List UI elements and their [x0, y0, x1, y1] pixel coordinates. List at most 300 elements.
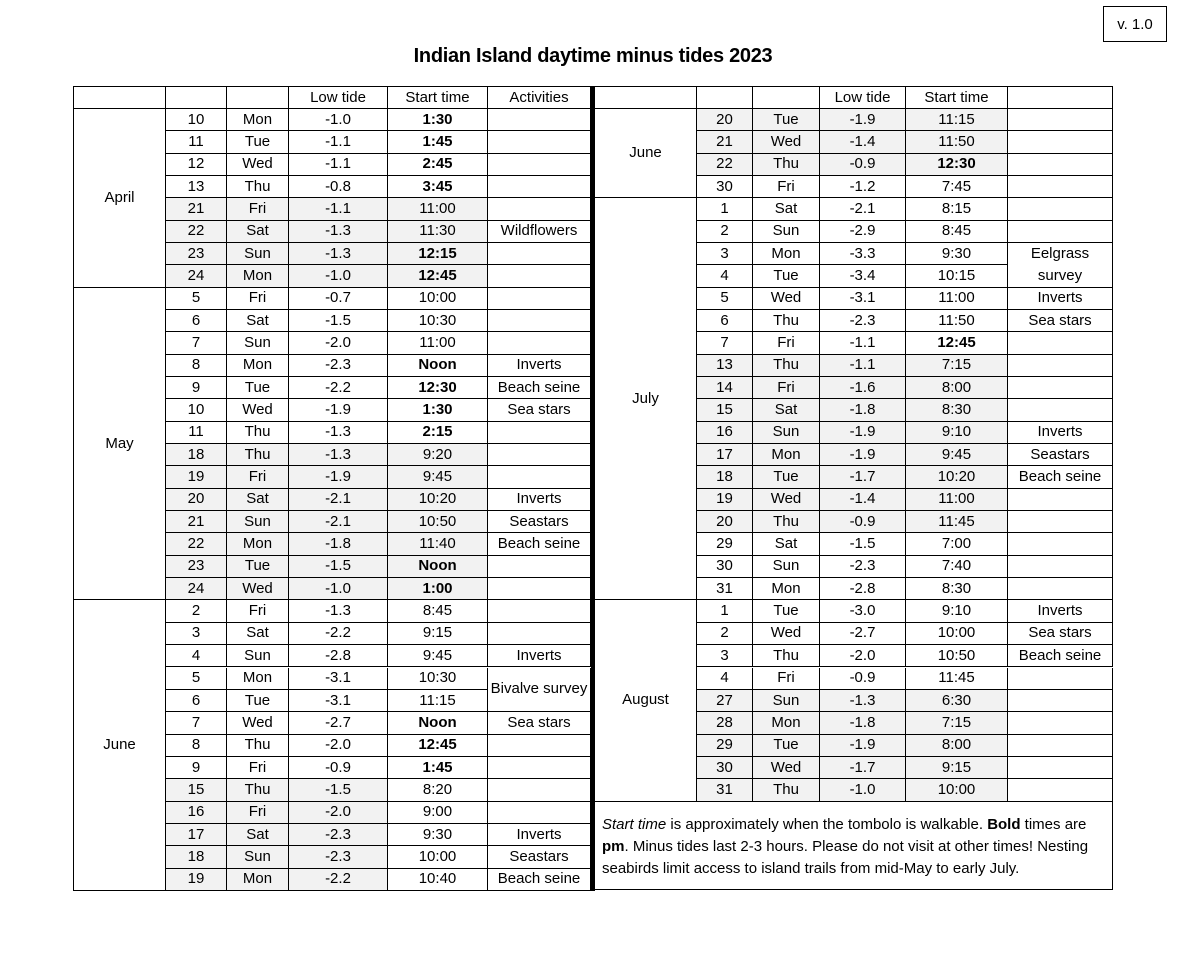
day-cell: Tue [227, 556, 289, 578]
date-cell: 20 [166, 489, 227, 511]
low-tide-cell: -1.9 [820, 444, 906, 466]
month-label: May [73, 288, 166, 601]
activity-cell: Beach seine [488, 869, 591, 891]
date-cell: 17 [166, 824, 227, 846]
low-tide-cell: -3.1 [820, 288, 906, 310]
version-label: v. 1.0 [1103, 6, 1167, 42]
date-cell: 5 [697, 288, 753, 310]
date-cell: 27 [697, 690, 753, 712]
column-header [753, 86, 820, 109]
low-tide-cell: -2.8 [289, 645, 388, 667]
activity-cell [488, 735, 591, 757]
low-tide-cell: -1.8 [289, 533, 388, 555]
day-cell: Mon [753, 444, 820, 466]
activity-cell [1008, 779, 1113, 801]
footnote-text: . Minus tides last 2-3 hours. Please do not visit at other times! Nesting seabirds limit access to island trails from mid-May to early July. [602, 838, 1089, 877]
low-tide-cell: -3.0 [820, 600, 906, 622]
start-time-cell: Noon [388, 556, 488, 578]
footnote-italic: Start time [602, 816, 667, 833]
date-cell: 1 [697, 198, 753, 220]
day-cell: Sun [753, 690, 820, 712]
date-cell: 2 [166, 600, 227, 622]
start-time-cell: 10:20 [388, 489, 488, 511]
day-cell: Sun [227, 332, 289, 354]
date-cell: 8 [166, 735, 227, 757]
low-tide-cell: -2.1 [289, 489, 388, 511]
activity-cell [1008, 578, 1113, 600]
date-cell: 30 [697, 556, 753, 578]
start-time-cell: 8:30 [906, 578, 1008, 600]
activity-cell: Beach seine [488, 377, 591, 399]
day-cell: Mon [227, 869, 289, 891]
day-cell: Wed [753, 623, 820, 645]
date-cell: 3 [166, 623, 227, 645]
activity-cell [1008, 556, 1113, 578]
activity-cell: Sea stars [1008, 310, 1113, 332]
activity-cell: Sea stars [488, 399, 591, 421]
activity-cell [488, 131, 591, 153]
activity-cell: Sea stars [488, 712, 591, 734]
day-cell: Tue [753, 735, 820, 757]
low-tide-cell: -2.2 [289, 623, 388, 645]
low-tide-cell: -1.9 [820, 422, 906, 444]
date-cell: 3 [697, 645, 753, 667]
day-cell: Fri [227, 466, 289, 488]
day-cell: Tue [227, 377, 289, 399]
low-tide-cell: -1.7 [820, 757, 906, 779]
date-cell: 5 [166, 668, 227, 690]
start-time-cell: 11:15 [388, 690, 488, 712]
low-tide-cell: -2.1 [289, 511, 388, 533]
date-cell: 31 [697, 779, 753, 801]
low-tide-cell: -2.2 [289, 377, 388, 399]
activity-cell: Inverts [488, 824, 591, 846]
date-cell: 31 [697, 578, 753, 600]
start-time-cell: 10:00 [906, 623, 1008, 645]
footnote-bold: Bold [987, 816, 1021, 833]
date-cell: 14 [697, 377, 753, 399]
day-cell: Mon [753, 243, 820, 265]
low-tide-cell: -1.9 [289, 399, 388, 421]
low-tide-cell: -2.7 [820, 623, 906, 645]
start-time-cell: 8:45 [388, 600, 488, 622]
day-cell: Wed [753, 757, 820, 779]
date-cell: 7 [166, 712, 227, 734]
day-cell: Sun [227, 645, 289, 667]
date-cell: 4 [697, 668, 753, 690]
activity-cell [1008, 176, 1113, 198]
date-cell: 16 [697, 422, 753, 444]
start-time-cell: 9:45 [388, 645, 488, 667]
date-cell: 4 [697, 265, 753, 287]
date-cell: 22 [166, 533, 227, 555]
start-time-cell: 10:50 [906, 645, 1008, 667]
low-tide-cell: -1.6 [820, 377, 906, 399]
day-cell: Thu [753, 645, 820, 667]
date-cell: 24 [166, 265, 227, 287]
start-time-cell: 1:30 [388, 399, 488, 421]
start-time-cell: 7:45 [906, 176, 1008, 198]
month-label: August [595, 600, 697, 801]
day-cell: Tue [753, 466, 820, 488]
date-cell: 5 [166, 288, 227, 310]
day-cell: Thu [753, 511, 820, 533]
start-time-cell: 11:30 [388, 221, 488, 243]
activity-cell: Inverts [488, 645, 591, 667]
month-label: July [595, 198, 697, 600]
low-tide-cell: -1.3 [289, 243, 388, 265]
day-cell: Fri [227, 198, 289, 220]
date-cell: 3 [697, 243, 753, 265]
date-cell: 19 [166, 466, 227, 488]
date-cell: 7 [166, 332, 227, 354]
start-time-cell: 10:40 [388, 869, 488, 891]
date-cell: 1 [697, 600, 753, 622]
date-cell: 16 [166, 802, 227, 824]
start-time-cell: 7:00 [906, 533, 1008, 555]
date-cell: 21 [166, 198, 227, 220]
footnote-text: is approximately when the tombolo is walkable. [666, 816, 988, 833]
low-tide-cell: -1.7 [820, 466, 906, 488]
start-time-cell: 8:20 [388, 779, 488, 801]
day-cell: Fri [227, 802, 289, 824]
start-time-cell: 8:30 [906, 399, 1008, 421]
activity-cell [488, 466, 591, 488]
low-tide-cell: -2.3 [289, 824, 388, 846]
activity-cell [488, 154, 591, 176]
date-cell: 4 [166, 645, 227, 667]
day-cell: Thu [753, 154, 820, 176]
low-tide-cell: -2.8 [820, 578, 906, 600]
start-time-cell: 10:30 [388, 668, 488, 690]
activity-cell [488, 556, 591, 578]
day-cell: Tue [753, 600, 820, 622]
table-divider [591, 86, 595, 891]
date-cell: 15 [166, 779, 227, 801]
activity-cell: Inverts [488, 355, 591, 377]
low-tide-cell: -1.0 [289, 265, 388, 287]
activity-cell [488, 578, 591, 600]
low-tide-cell: -1.3 [820, 690, 906, 712]
low-tide-cell: -1.1 [820, 355, 906, 377]
low-tide-cell: -1.5 [289, 779, 388, 801]
day-cell: Wed [227, 399, 289, 421]
activity-cell [488, 198, 591, 220]
activity-cell [1008, 735, 1113, 757]
day-cell: Thu [753, 779, 820, 801]
start-time-cell: 9:15 [906, 757, 1008, 779]
day-cell: Tue [753, 265, 820, 287]
activity-cell [1008, 221, 1113, 243]
low-tide-cell: -1.0 [820, 779, 906, 801]
start-time-cell: 12:15 [388, 243, 488, 265]
start-time-cell: 1:45 [388, 131, 488, 153]
activity-cell [1008, 690, 1113, 712]
date-cell: 22 [166, 221, 227, 243]
activity-cell: Wildflowers [488, 221, 591, 243]
day-cell: Wed [227, 154, 289, 176]
start-time-cell: 10:00 [388, 846, 488, 868]
day-cell: Mon [227, 355, 289, 377]
day-cell: Sat [753, 399, 820, 421]
month-label: June [595, 109, 697, 198]
low-tide-cell: -1.9 [820, 735, 906, 757]
low-tide-cell: -2.3 [289, 846, 388, 868]
low-tide-cell: -1.3 [289, 422, 388, 444]
start-time-cell: 11:45 [906, 668, 1008, 690]
activity-cell [488, 176, 591, 198]
start-time-cell: 10:00 [388, 288, 488, 310]
activity-cell: Inverts [1008, 422, 1113, 444]
day-cell: Fri [227, 288, 289, 310]
date-cell: 10 [166, 399, 227, 421]
date-cell: 21 [697, 131, 753, 153]
start-time-cell: 9:45 [906, 444, 1008, 466]
date-cell: 29 [697, 533, 753, 555]
date-cell: 19 [166, 869, 227, 891]
date-cell: 23 [166, 243, 227, 265]
date-cell: 9 [166, 757, 227, 779]
day-cell: Thu [227, 779, 289, 801]
low-tide-cell: -1.5 [289, 556, 388, 578]
start-time-cell: 12:30 [388, 377, 488, 399]
start-time-cell: 11:40 [388, 533, 488, 555]
day-cell: Sun [227, 511, 289, 533]
start-time-cell: 11:50 [906, 131, 1008, 153]
low-tide-cell: -0.9 [820, 668, 906, 690]
low-tide-cell: -2.7 [289, 712, 388, 734]
activity-cell [1008, 131, 1113, 153]
date-cell: 20 [697, 511, 753, 533]
day-cell: Thu [753, 310, 820, 332]
footnote-bold: pm [602, 838, 625, 855]
start-time-cell: 8:00 [906, 735, 1008, 757]
activity-cell [488, 243, 591, 265]
start-time-cell: 11:00 [388, 332, 488, 354]
start-time-cell: 11:45 [906, 511, 1008, 533]
date-cell: 2 [697, 221, 753, 243]
date-cell: 30 [697, 176, 753, 198]
column-header: Low tide [820, 86, 906, 109]
activity-cell [488, 265, 591, 287]
low-tide-cell: -1.4 [820, 131, 906, 153]
start-time-cell: 7:15 [906, 712, 1008, 734]
start-time-cell: 12:45 [388, 265, 488, 287]
low-tide-cell: -3.1 [289, 668, 388, 690]
activity-cell: Seastars [488, 511, 591, 533]
low-tide-cell: -1.5 [820, 533, 906, 555]
column-header [1008, 86, 1113, 109]
start-time-cell: Noon [388, 355, 488, 377]
low-tide-cell: -1.2 [820, 176, 906, 198]
start-time-cell: 9:00 [388, 802, 488, 824]
activity-cell: Bivalve survey [488, 668, 591, 713]
day-cell: Sun [753, 221, 820, 243]
low-tide-cell: -3.4 [820, 265, 906, 287]
column-header: Low tide [289, 86, 388, 109]
activity-cell: Beach seine [488, 533, 591, 555]
start-time-cell: 2:15 [388, 422, 488, 444]
date-cell: 13 [166, 176, 227, 198]
start-time-cell: 11:00 [388, 198, 488, 220]
month-label: June [73, 600, 166, 890]
low-tide-cell: -2.1 [820, 198, 906, 220]
low-tide-cell: -1.0 [289, 578, 388, 600]
date-cell: 18 [166, 444, 227, 466]
day-cell: Wed [227, 712, 289, 734]
date-cell: 9 [166, 377, 227, 399]
date-cell: 8 [166, 355, 227, 377]
activity-cell: Seastars [488, 846, 591, 868]
activity-cell [488, 802, 591, 824]
day-cell: Sat [753, 198, 820, 220]
activity-cell [1008, 377, 1113, 399]
start-time-cell: 2:45 [388, 154, 488, 176]
start-time-cell: 7:40 [906, 556, 1008, 578]
activity-cell [488, 288, 591, 310]
start-time-cell: 8:15 [906, 198, 1008, 220]
activity-cell [488, 310, 591, 332]
start-time-cell: 10:15 [906, 265, 1008, 287]
day-cell: Sat [227, 623, 289, 645]
date-cell: 22 [697, 154, 753, 176]
day-cell: Mon [227, 533, 289, 555]
day-cell: Mon [227, 265, 289, 287]
date-cell: 30 [697, 757, 753, 779]
activity-cell [1008, 399, 1113, 421]
column-header [227, 86, 289, 109]
activity-cell: Inverts [1008, 288, 1113, 310]
day-cell: Thu [227, 422, 289, 444]
start-time-cell: 6:30 [906, 690, 1008, 712]
day-cell: Thu [227, 444, 289, 466]
activity-cell [488, 109, 591, 131]
activity-cell [488, 422, 591, 444]
column-header: Start time [906, 86, 1008, 109]
low-tide-cell: -2.3 [289, 355, 388, 377]
date-cell: 24 [166, 578, 227, 600]
low-tide-cell: -2.9 [820, 221, 906, 243]
activity-cell: Inverts [488, 489, 591, 511]
start-time-cell: 8:45 [906, 221, 1008, 243]
date-cell: 10 [166, 109, 227, 131]
day-cell: Fri [753, 668, 820, 690]
date-cell: 6 [697, 310, 753, 332]
low-tide-cell: -1.9 [820, 109, 906, 131]
day-cell: Mon [753, 578, 820, 600]
date-cell: 20 [697, 109, 753, 131]
column-header [166, 86, 227, 109]
low-tide-cell: -1.1 [289, 131, 388, 153]
start-time-cell: 12:30 [906, 154, 1008, 176]
day-cell: Sat [227, 489, 289, 511]
low-tide-cell: -2.0 [289, 802, 388, 824]
day-cell: Wed [753, 288, 820, 310]
column-header [697, 86, 753, 109]
day-cell: Thu [227, 176, 289, 198]
day-cell: Sun [753, 422, 820, 444]
date-cell: 23 [166, 556, 227, 578]
low-tide-cell: -1.8 [820, 712, 906, 734]
low-tide-cell: -1.4 [820, 489, 906, 511]
low-tide-cell: -0.9 [289, 757, 388, 779]
activity-cell [1008, 109, 1113, 131]
activity-cell [1008, 198, 1113, 220]
start-time-cell: 9:20 [388, 444, 488, 466]
day-cell: Sat [227, 824, 289, 846]
start-time-cell: 9:10 [906, 422, 1008, 444]
activity-cell: Eelgrass survey [1008, 243, 1113, 288]
day-cell: Fri [753, 176, 820, 198]
low-tide-cell: -2.0 [289, 332, 388, 354]
column-header: Start time [388, 86, 488, 109]
start-time-cell: 9:30 [906, 243, 1008, 265]
activity-cell [1008, 757, 1113, 779]
date-cell: 13 [697, 355, 753, 377]
low-tide-cell: -0.8 [289, 176, 388, 198]
day-cell: Tue [227, 131, 289, 153]
day-cell: Sun [227, 846, 289, 868]
low-tide-cell: -1.0 [289, 109, 388, 131]
day-cell: Wed [753, 489, 820, 511]
date-cell: 18 [697, 466, 753, 488]
start-time-cell: 9:45 [388, 466, 488, 488]
low-tide-cell: -1.9 [289, 466, 388, 488]
low-tide-cell: -0.7 [289, 288, 388, 310]
activity-cell: Beach seine [1008, 466, 1113, 488]
start-time-cell: 10:00 [906, 779, 1008, 801]
activity-cell [488, 779, 591, 801]
date-cell: 15 [697, 399, 753, 421]
date-cell: 19 [697, 489, 753, 511]
start-time-cell: 10:20 [906, 466, 1008, 488]
activity-cell: Inverts [1008, 600, 1113, 622]
activity-cell [1008, 154, 1113, 176]
activity-cell [488, 757, 591, 779]
start-time-cell: 9:15 [388, 623, 488, 645]
start-time-cell: 12:45 [906, 332, 1008, 354]
low-tide-cell: -2.3 [820, 556, 906, 578]
day-cell: Thu [753, 355, 820, 377]
low-tide-cell: -1.3 [289, 444, 388, 466]
low-tide-cell: -2.3 [820, 310, 906, 332]
start-time-cell: 11:00 [906, 489, 1008, 511]
activity-cell [488, 600, 591, 622]
date-cell: 17 [697, 444, 753, 466]
start-time-cell: 11:15 [906, 109, 1008, 131]
start-time-cell: 1:45 [388, 757, 488, 779]
day-cell: Mon [227, 668, 289, 690]
activity-cell: Seastars [1008, 444, 1113, 466]
column-header [595, 86, 697, 109]
low-tide-cell: -1.3 [289, 221, 388, 243]
activity-cell [1008, 332, 1113, 354]
start-time-cell: 10:50 [388, 511, 488, 533]
date-cell: 11 [166, 131, 227, 153]
low-tide-cell: -3.3 [820, 243, 906, 265]
day-cell: Fri [753, 377, 820, 399]
date-cell: 11 [166, 422, 227, 444]
date-cell: 28 [697, 712, 753, 734]
start-time-cell: 1:00 [388, 578, 488, 600]
day-cell: Sun [227, 243, 289, 265]
activity-cell [1008, 489, 1113, 511]
footnote-text: times are [1020, 816, 1087, 833]
low-tide-cell: -2.2 [289, 869, 388, 891]
date-cell: 29 [697, 735, 753, 757]
low-tide-cell: -0.9 [820, 511, 906, 533]
date-cell: 18 [166, 846, 227, 868]
